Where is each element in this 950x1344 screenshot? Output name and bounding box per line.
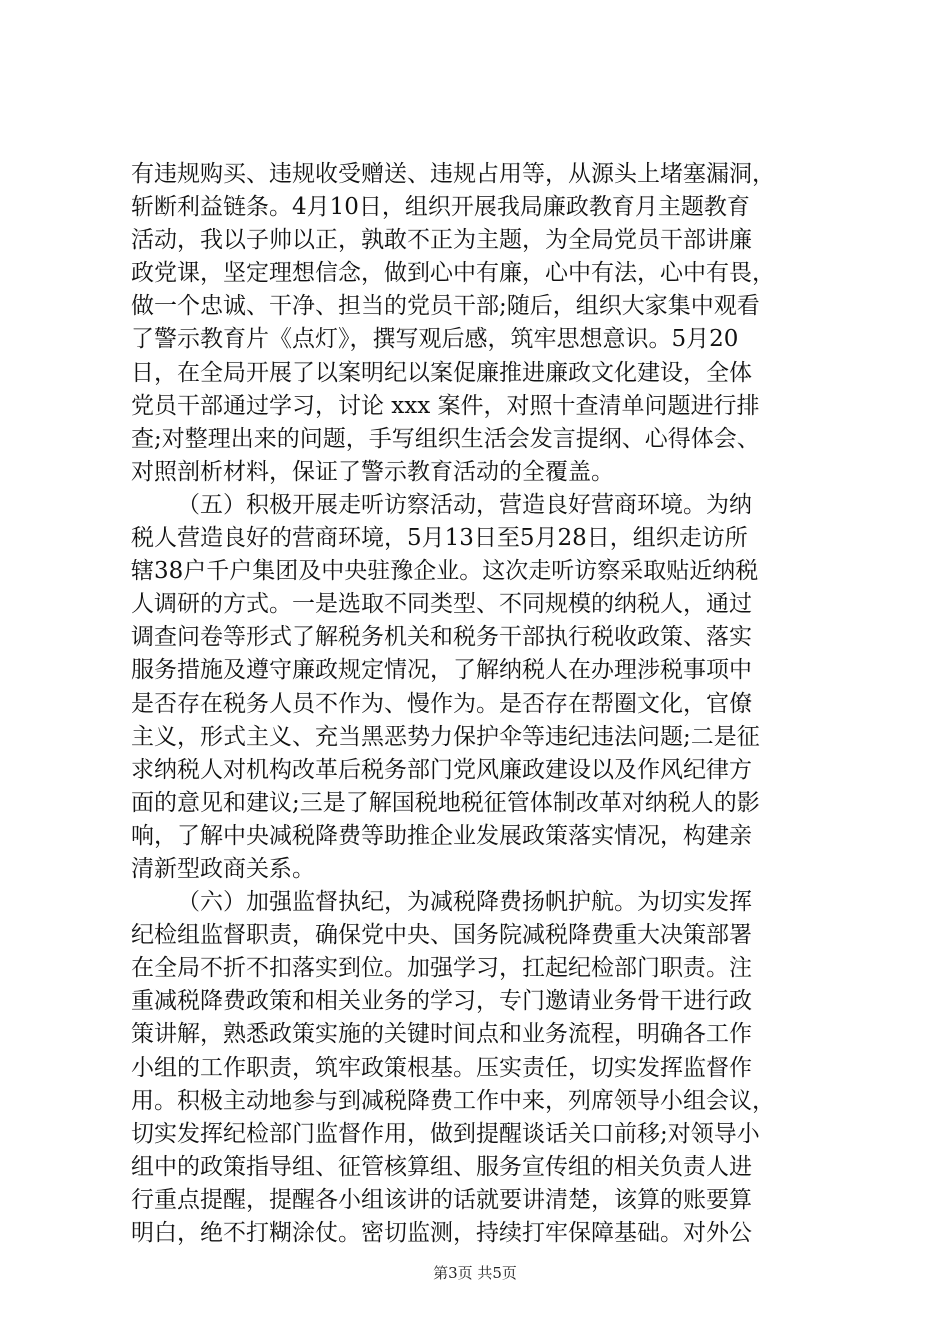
text-line: 调查问卷等形式了解税务机关和税务干部执行税收政策、落实 [131, 624, 752, 651]
text-line: 主义，形式主义、充当黑恶势力保护伞等违纪违法问题;二是征 [131, 723, 760, 750]
page-footer: 第3页 共5页 [433, 1264, 517, 1282]
text-line: （五）积极开展走听访察活动，营造良好营商环境。为纳 [177, 491, 752, 518]
text-line: 党员干部通过学习，讨论 xxx 案件，对照十查清单问题进行排 [131, 392, 760, 419]
text-line: 组中的政策指导组、征管核算组、服务宣传组的相关负责人进 [131, 1153, 752, 1180]
text-line: 辖38户千户集团及中央驻豫企业。这次走听访察采取贴近纳税 [131, 558, 759, 585]
text-line: 明白，绝不打糊涂仗。密切监测，持续打牢保障基础。对外公 [131, 1220, 752, 1246]
text-line: 斩断利益链条。4月10日，组织开展我局廉政教育月主题教育 [131, 194, 750, 221]
text-line: 清新型政商关系。 [131, 855, 315, 882]
text-line: 了警示教育片《点灯》，撰写观后感，筑牢思想意识。5月20 [131, 326, 739, 353]
text-line: 税人营造良好的营商环境，5月13日至5月28日，组织走访所 [131, 525, 748, 552]
text-line: 活动，我以子帅以正，孰敢不正为主题，为全局党员干部讲廉 [131, 227, 752, 254]
text-line: 求纳税人对机构改革后税务部门党风廉政建设以及作风纪律方 [131, 756, 752, 783]
text-line: （六）加强监督执纪，为减税降费扬帆护航。为切实发挥 [177, 889, 752, 916]
text-line: 服务措施及遵守廉政规定情况，了解纳税人在办理涉税事项中 [131, 657, 752, 684]
document-body [131, 158, 831, 1250]
text-line: 是否存在税务人员不作为、慢作为。是否存在帮圈文化，官僚 [131, 690, 752, 717]
text-line: 小组的工作职责，筑牢政策根基。压实责任，切实发挥监督作 [131, 1054, 752, 1081]
text-line: 响，了解中央减税降费等助推企业发展政策落实情况，构建亲 [131, 822, 752, 849]
text-line: 查;对整理出来的问题，手写组织生活会发言提纲、心得体会、 [131, 425, 760, 452]
text-line: 日，在全局开展了以案明纪以案促廉推进廉政文化建设，全体 [131, 359, 752, 386]
text-line: 有违规购买、违规收受赠送、违规占用等，从源头上堵塞漏洞， [131, 161, 775, 187]
text-line: 策讲解，熟悉政策实施的关键时间点和业务流程，明确各工作 [131, 1021, 752, 1048]
text-line: 切实发挥纪检部门监督作用，做到提醒谈话关口前移;对领导小 [131, 1120, 760, 1147]
text-line: 重减税降费政策和相关业务的学习，专门邀请业务骨干进行政 [131, 988, 752, 1015]
text-line: 做一个忠诚、干净、担当的党员干部;随后，组织大家集中观看 [131, 293, 760, 320]
text-line: 面的意见和建议;三是了解国税地税征管体制改革对纳税人的影 [131, 789, 760, 816]
text-line: 人调研的方式。一是选取不同类型、不同规模的纳税人，通过 [131, 591, 752, 618]
text-line: 用。积极主动地参与到减税降费工作中来，列席领导小组会议， [131, 1087, 775, 1114]
text-line: 对照剖析材料，保证了警示教育活动的全覆盖。 [131, 458, 614, 485]
text-line: 行重点提醒，提醒各小组该讲的话就要讲清楚，该算的账要算 [131, 1186, 752, 1213]
text-line: 政党课，坚定理想信念，做到心中有廉，心中有法，心中有畏， [131, 260, 775, 287]
text-line: 纪检组监督职责，确保党中央、国务院减税降费重大决策部署 [131, 922, 752, 949]
text-line: 在全局不折不扣落实到位。加强学习，扛起纪检部门职责。注 [131, 955, 752, 982]
